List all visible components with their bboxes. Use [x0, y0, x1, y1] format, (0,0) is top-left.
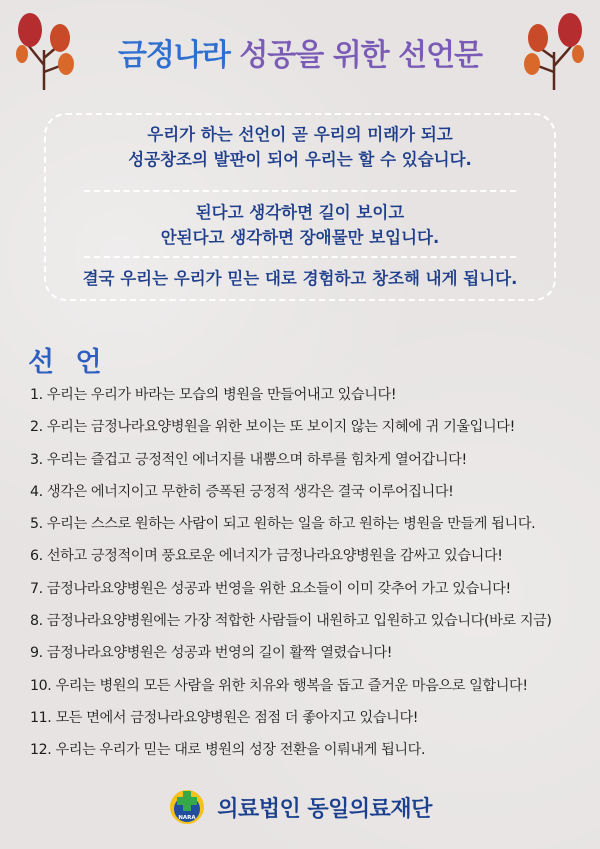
list-item: 4. 생각은 에너지이고 무한히 증폭된 긍정적 생각은 결국 이루어집니다!	[30, 483, 454, 500]
declaration-list	[30, 384, 590, 772]
organization-name: 의료법인 동일의료재단	[217, 796, 432, 822]
list-item: 2. 우리는 금정나라요양병원을 위한 보이는 또 보이지 않는 지혜에 귀 기울입니다!	[30, 419, 515, 436]
declaration-line: 된다고 생각하면 길이 보이고	[195, 203, 405, 222]
list-item: 10. 우리는 병원의 모든 사람을 위한 치유와 행복을 돕고 즐거운 마음으로 일합니다!	[30, 677, 528, 694]
declaration-block-3	[0, 266, 600, 291]
list-item: 1. 우리는 우리가 바라는 모습의 병원을 만들어내고 있습니다!	[30, 387, 397, 403]
declaration-line: 안된다고 생각하면 장애물만 보입니다.	[160, 228, 440, 247]
list-item: 12. 우리는 우리가 믿는 대로 병원의 성장 전환을 이뤄내게 됩니다.	[30, 742, 426, 759]
dashed-divider	[84, 256, 516, 258]
list-item: 8. 금정나라요양병원에는 가장 적합한 사람들이 내원하고 입원하고 있습니다(바로 지금)	[30, 613, 552, 630]
declaration-block-1	[0, 122, 600, 172]
logo-text: NARA	[178, 815, 196, 821]
declaration-line: 결국 우리는 우리가 믿는 대로 경험하고 창조해 내게 됩니다.	[82, 269, 518, 288]
footer	[0, 788, 600, 826]
section-title: 선 언	[28, 347, 108, 378]
list-item: 7. 금정나라요양병원은 성공과 번영을 위한 요소들이 이미 갖추어 가고 있습니다!	[30, 580, 511, 597]
declaration-line: 우리가 하는 선언이 곧 우리의 미래가 되고	[147, 125, 453, 144]
declaration-block-2	[0, 200, 600, 250]
nara-logo-icon	[168, 788, 206, 826]
title-part1: 금정나라	[117, 38, 230, 73]
list-item: 11. 모든 면에서 금정나라요양병원은 점점 더 좋아지고 있습니다!	[30, 709, 419, 726]
page-title	[0, 30, 600, 74]
list-item: 9. 금정나라요양병원은 성공과 번영의 길이 활짝 열렸습니다!	[30, 645, 393, 662]
list-item: 6. 선하고 긍정적이며 풍요로운 에너지가 금정나라요양병원을 감싸고 있습니다!	[30, 548, 503, 565]
list-item: 5. 우리는 스스로 원하는 사람이 되고 원하는 일을 하고 원하는 병원을 만들게 됩니다.	[30, 516, 536, 533]
title-part2: 성공을 위한 선언문	[239, 38, 483, 73]
dashed-divider	[84, 190, 516, 192]
declaration-line: 성공창조의 발판이 되어 우리는 할 수 있습니다.	[128, 150, 472, 169]
list-item: 3. 우리는 즐겁고 긍정적인 에너지를 내뿜으며 하루를 힘차게 열어갑니다!	[30, 451, 467, 468]
